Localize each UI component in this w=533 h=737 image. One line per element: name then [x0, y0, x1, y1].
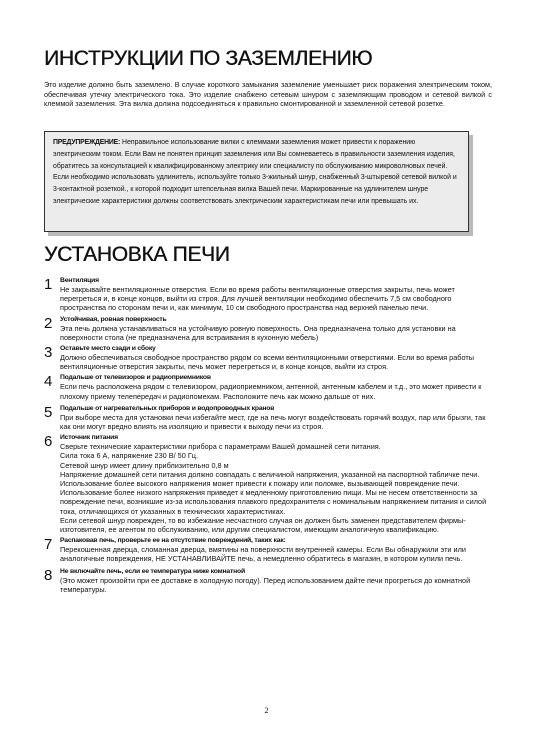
- item-paragraph: Если печь расположена рядом с телевизором, радиоприемником, антенной, антенным кабелем и т.д., это может привести к плохому приему телепередач и радиопомехам. Расположите печь как можно дальше от них.: [60, 382, 482, 401]
- item-paragraph: Не закрывайте вентиляционные отверстия. Если во время работы вентиляционные отверстия закрыты, печь может перегреться и, в конце концов, выйти из строя. Для лучшей вентиляции необходимо обеспечить 7,5 см свободного пространства по сторонам печи и, как минимум, 10 см свободного пространства над верхней панелью печи.: [60, 285, 455, 313]
- installation-item: [44, 537, 496, 563]
- item-paragraph: При выборе места для установки печи избегайте мест, где на печь могут воздействовать горячий воздух, пар или брызги, так как они могут вредно влиять на изоляцию и привести к выходу печи из строя.: [60, 412, 486, 432]
- item-number: 6: [44, 433, 53, 451]
- item-number: 2: [44, 314, 53, 332]
- item-title: Источник питания: [60, 434, 118, 442]
- item-body: [60, 324, 496, 342]
- page-number: 2: [264, 706, 269, 715]
- item-number: 3: [44, 344, 53, 362]
- item-paragraph: (Это может произойти при ее доставке в холодную погоду). Перед использованием дайте печи прогреться до комнатной температуры.: [60, 575, 471, 594]
- item-paragraph: Напряжение домашней сети питания должно совпадать с величиной напряжения, указанной на паспортной табличке печи. Использование более высокого напряжения может привести к пожару или поломке, вызывающей повреждение печи. Использование более низкого напряжения приведет к медленному приготовлению пищи. Мы не несем ответственности за повреждение печи, возникшие из-за использования плавкого предохранителя с номинальным напряжением питания и силой тока, отличающихся от указанных в технических характеристиках.: [60, 469, 487, 516]
- item-title: Подальше от телевизоров и радиоприемников: [60, 374, 211, 382]
- item-paragraph: Должно обеспечиваться свободное пространство рядом со всеми вентиляционными отверстиями. Если во время работы вентиляционные отверстия закрыты, печь может перегреться и, в конце концов, выйти из строя.: [60, 353, 474, 372]
- installation-item: [44, 316, 496, 342]
- item-body: [60, 382, 496, 400]
- item-title: Оставьте место сзади и сбоку: [60, 345, 156, 353]
- item-title: Вентиляция: [60, 277, 99, 284]
- item-title: Подальше от нагревательных приборов и водопроводных кранов: [60, 404, 275, 412]
- item-body: [60, 545, 496, 563]
- item-paragraph: Сверьте технические характеристики прибора с параметрами Вашей домашней сети питания.: [60, 442, 381, 452]
- item-body: [60, 576, 496, 594]
- item-paragraph: Если сетевой шнур поврежден, то во избежание несчастного случая он должен быть заменен представителем фирмы-изготовителя, ее агентом по обслуживанию, или другим специалистом, имеющим аналогичную квалификацию.: [60, 515, 466, 535]
- grounding-intro-paragraph: Это изделие должно быть заземлено. В случае короткого замыкания заземление уменьшает риск поражения электрическим током, обеспечивая утечку электрического тока. Это изделие снабжено сетевым шнуром с заземляющим проводом и сетевой вилкой с клеммой заземления. Эта вилка должна подсоединяться к правильно смонтированной и заземленной сетевой розетке.: [44, 80, 492, 109]
- warning-paragraph: [53, 137, 462, 208]
- item-body: [60, 413, 496, 431]
- item-body: [60, 285, 496, 313]
- installation-item: [44, 374, 496, 400]
- installation-item: [44, 277, 496, 313]
- item-paragraph: Перекошенная дверца, сломанная дверца, вмятины на поверхности внутренней камеры. Если Вы обнаружили эти или аналогичные повреждения, НЕ УСТАНАВЛИВАЙТЕ печь, а немедленно обратитесь в магазин, в котором купили печь.: [60, 545, 466, 564]
- item-paragraph: Эта печь должна устанавливаться на устойчивую ровную поверхность. Она предназначена только для установки на поверхности стола (не предназначена для встраивания в кухонную мебель): [60, 323, 456, 342]
- item-body: [60, 442, 496, 534]
- item-number: 7: [44, 536, 53, 554]
- item-number: 4: [44, 373, 53, 391]
- item-paragraph: Сетевой шнур имеет длину приблизительно 0,8 м: [60, 460, 229, 470]
- warning-label: ПРЕДУПРЕЖДЕНИЕ:: [53, 139, 121, 146]
- item-paragraph: Сила тока 6 А, напряжение 230 В/ 50 Гц.: [60, 451, 198, 461]
- installation-item: [44, 345, 496, 371]
- warning-box: [44, 131, 469, 232]
- item-number: 8: [44, 566, 53, 584]
- item-number: 5: [44, 403, 53, 421]
- item-title: Устойчивая, ровная поверхность: [60, 315, 167, 323]
- installation-section-title: УСТАНОВКА ПЕЧИ: [44, 243, 230, 266]
- item-title: Распаковав печь, проверьте ее на отсутствие повреждений, таких как:: [60, 537, 286, 545]
- installation-item: [44, 434, 496, 534]
- installation-item: [44, 568, 496, 594]
- item-number: 1: [44, 276, 53, 293]
- grounding-section-title: ИНСТРУКЦИИ ПО ЗАЗЕМЛЕНИЮ: [44, 47, 373, 70]
- item-body: [60, 353, 496, 371]
- item-title: Не включайте печь, если ее температура ниже комнатной: [60, 567, 245, 575]
- warning-text: Неправильное использование вилки с клеммами заземления может привести к поражению электрическим током. Если Вам не понятен принцип заземления или Вы сомневаетесь в правильности заземления изделия, обратитесь за консультацией к квалифицированному электрику или специалисту по обслуживанию микроволновых печей. Если необходимо использовать удлинитель, используйте только 3-жильный шнур, снабженный 3-штыревой сетевой вилкой и 3-контактной розеткой., к которой подходит штепсельная вилка Вашей печи. Маркированные на удлинителем шнуре электрические характеристики должны соответствовать электрическим характеристикам печи или превышать их.: [53, 139, 457, 205]
- installation-item: [44, 405, 496, 431]
- installation-items-list: [44, 277, 496, 594]
